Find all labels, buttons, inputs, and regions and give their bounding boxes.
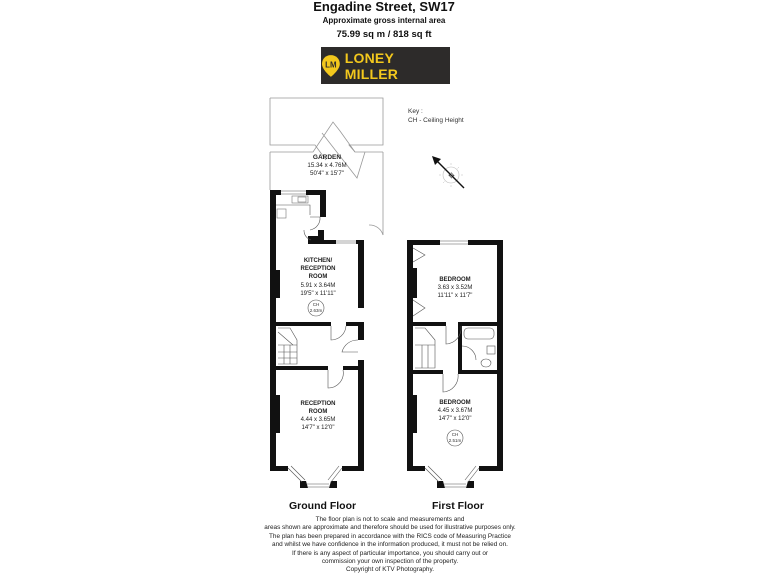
logo-text: LONEY MILLER	[344, 49, 399, 82]
svg-text:2.63m: 2.63m	[309, 308, 323, 313]
garden-imperial: 50'4" x 15'7"	[310, 170, 344, 177]
logo-monogram: LM	[325, 59, 337, 69]
svg-text:19'5" x 11'11": 19'5" x 11'11"	[300, 291, 336, 297]
area-subtitle: Approximate gross internal area	[322, 16, 446, 25]
svg-text:KITCHEN/: KITCHEN/	[303, 258, 333, 264]
svg-text:14'7" x 12'0": 14'7" x 12'0"	[301, 425, 335, 431]
property-title: Engadine Street, SW17	[313, 0, 455, 14]
svg-text:4.44 x 3.65M: 4.44 x 3.65M	[300, 417, 336, 423]
first-floor-label: First Floor	[432, 500, 484, 512]
svg-text:CH: CH	[312, 302, 320, 307]
svg-text:2.51m: 2.51m	[448, 438, 462, 443]
svg-text:CH: CH	[451, 432, 459, 437]
svg-text:BEDROOM: BEDROOM	[439, 277, 471, 283]
gross-area: 75.99 sq m / 818 sq ft	[336, 29, 432, 40]
garden-metric: 15.34 x 4.76M	[307, 162, 347, 169]
disclaimer-text: The floor plan is not to scale and measurements and areas shown are approximate and therefore should be used for illustrative purposes only. The plan has been prepared in accordance with the RICS code of Measuring Practice and whilst we have confidence in the information produced, it must not be relied on. If there is any aspect of particular importance, you should carry out or commission your own inspection of the property. Copyright of KTV Photography.	[264, 516, 516, 574]
garden-name: GARDEN	[312, 154, 342, 161]
north-arrow-icon	[432, 156, 464, 188]
ground-floor-label: Ground Floor	[289, 500, 357, 512]
key-item-ceiling-height: CH - Ceiling Height	[408, 117, 464, 124]
svg-text:BEDROOM: BEDROOM	[439, 400, 471, 406]
svg-text:ROOM: ROOM	[308, 274, 328, 280]
key-heading: Key :	[408, 108, 423, 115]
svg-text:3.63 x 3.52M: 3.63 x 3.52M	[437, 285, 473, 291]
svg-text:RECEPTION: RECEPTION	[300, 401, 336, 407]
svg-text:RECEPTION: RECEPTION	[300, 266, 336, 272]
ground-floor-details	[276, 191, 358, 487]
svg-text:ROOM: ROOM	[308, 409, 328, 415]
svg-text:4.45 x 3.67M: 4.45 x 3.67M	[437, 408, 473, 414]
ground-floor-walls	[270, 190, 364, 488]
svg-text:14'7" x 12'0": 14'7" x 12'0"	[438, 416, 472, 422]
svg-text:5.91 x 3.64M: 5.91 x 3.64M	[300, 283, 336, 289]
svg-text:11'11" x 11'7": 11'11" x 11'7"	[437, 293, 473, 299]
svg-text:N: N	[447, 171, 457, 181]
